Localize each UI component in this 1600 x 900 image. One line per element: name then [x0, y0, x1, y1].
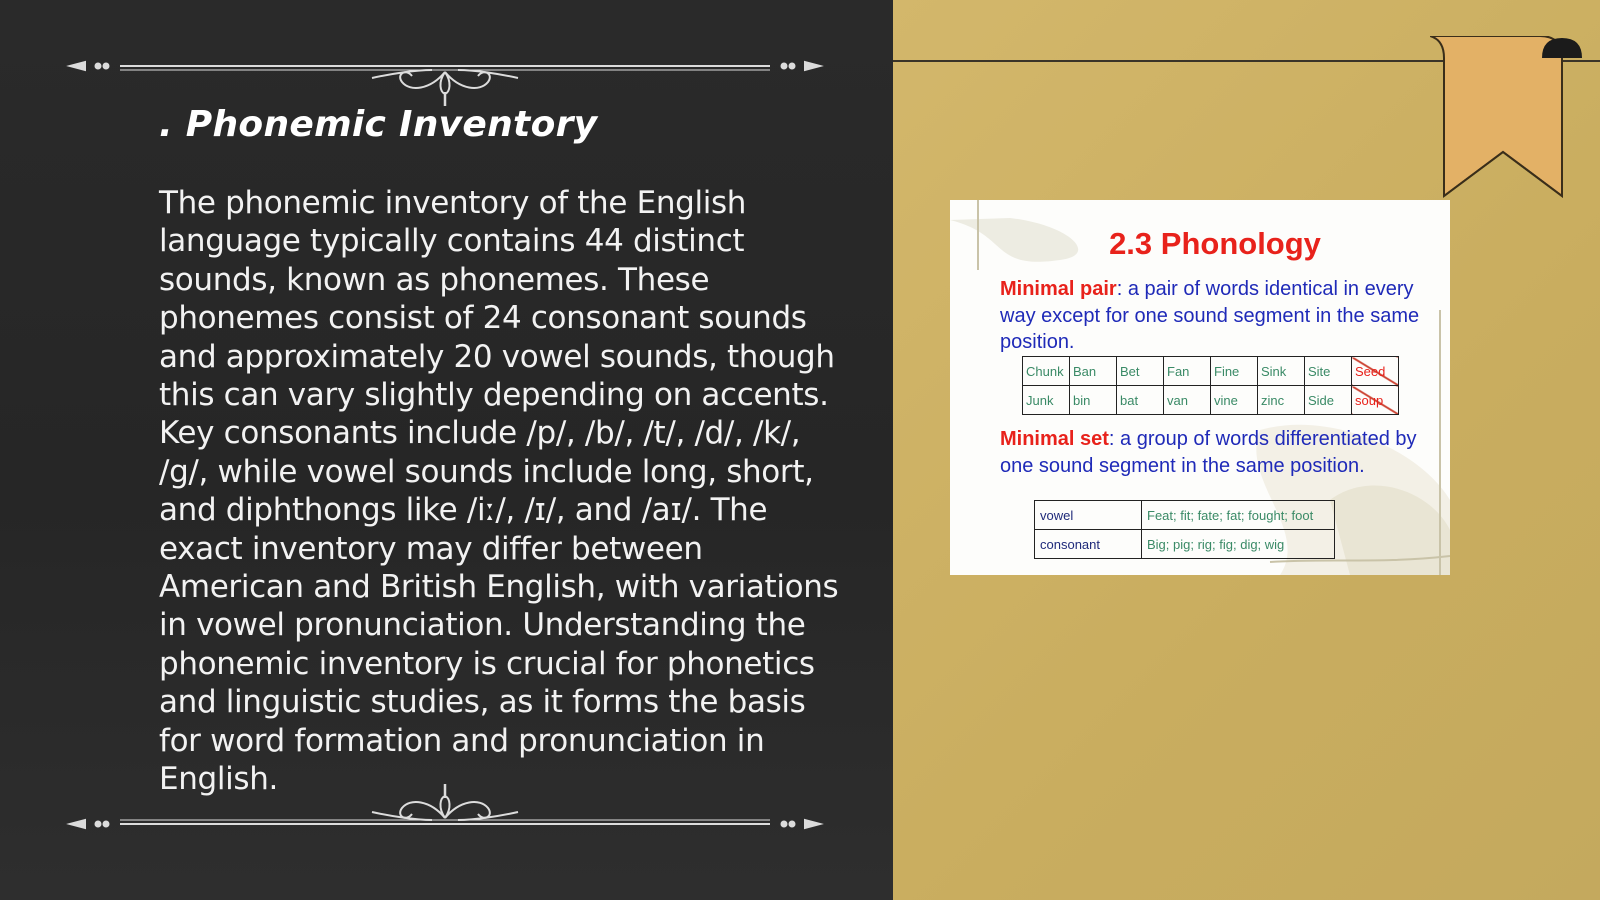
minimal-pair-definition: [1000, 276, 1430, 356]
table-cell: vowel: [1035, 501, 1142, 530]
table-cell: bin: [1070, 386, 1117, 415]
table-cell: consonant: [1035, 530, 1142, 559]
table-row: [1035, 530, 1335, 559]
table-cell: Side: [1305, 386, 1352, 415]
embedded-slide-image: [950, 200, 1450, 575]
minimal-pair-text: : a pair of words identical in every way except for one sound segment in the same position.: [1000, 278, 1420, 353]
table-cell: Chunk: [1023, 357, 1070, 386]
table-cell: Fan: [1164, 357, 1211, 386]
table-cell: Site: [1305, 357, 1352, 386]
slide-title: . Phonemic Inventory: [159, 104, 598, 145]
minimal-pair-term: Minimal pair: [1000, 278, 1117, 300]
ribbon-bookmark-icon: [1430, 36, 1600, 206]
minimal-set-text: : a group of words differentiated by one sound segment in the same position.: [1000, 428, 1417, 477]
minimal-set-definition: [1000, 426, 1430, 479]
table-cell: zinc: [1258, 386, 1305, 415]
table-cell: Sink: [1258, 357, 1305, 386]
table-row: [1023, 386, 1399, 415]
body-paragraph: The phonemic inventory of the English language typically contains 44 distinct sounds, known as phonemes. These phonemes consist of 24 consonant sounds and approximately 20 vowel sounds, though this can vary slightly depending on accents. Key consonants include /p/, /b/, /t/, /d/, /k/, /g/, while vowel sounds include long, short, and diphthongs like /iː/, /ɪ/, and /aɪ/. The exact inventory may differ between American and British English, with variations in vowel pronunciation. Understanding the phonemic inventory is crucial for phonetics and linguistic studies, as it forms the basis for word formation and pronunciation in English.: [159, 185, 839, 798]
table-cell: bat: [1117, 386, 1164, 415]
table-cell: Junk: [1023, 386, 1070, 415]
table-cell: Feat; fit; fate; fat; fought; foot: [1142, 501, 1335, 530]
table-cell: Ban: [1070, 357, 1117, 386]
slide-image-title: 2.3 Phonology: [1109, 226, 1321, 261]
table-cell: vine: [1211, 386, 1258, 415]
table-cell: soup: [1352, 386, 1399, 415]
table-row: [1023, 357, 1399, 386]
minimal-set-term: Minimal set: [1000, 428, 1109, 450]
minimal-set-table: [1034, 500, 1335, 559]
table-cell: Fine: [1211, 357, 1258, 386]
table-cell: Big; pig; rig; fig; dig; wig: [1142, 530, 1335, 559]
table-cell: Seed: [1352, 357, 1399, 386]
table-row: [1035, 501, 1335, 530]
table-cell: van: [1164, 386, 1211, 415]
table-cell: Bet: [1117, 357, 1164, 386]
minimal-pair-table: [1022, 356, 1399, 415]
scroll-divider-icon: [60, 48, 830, 108]
